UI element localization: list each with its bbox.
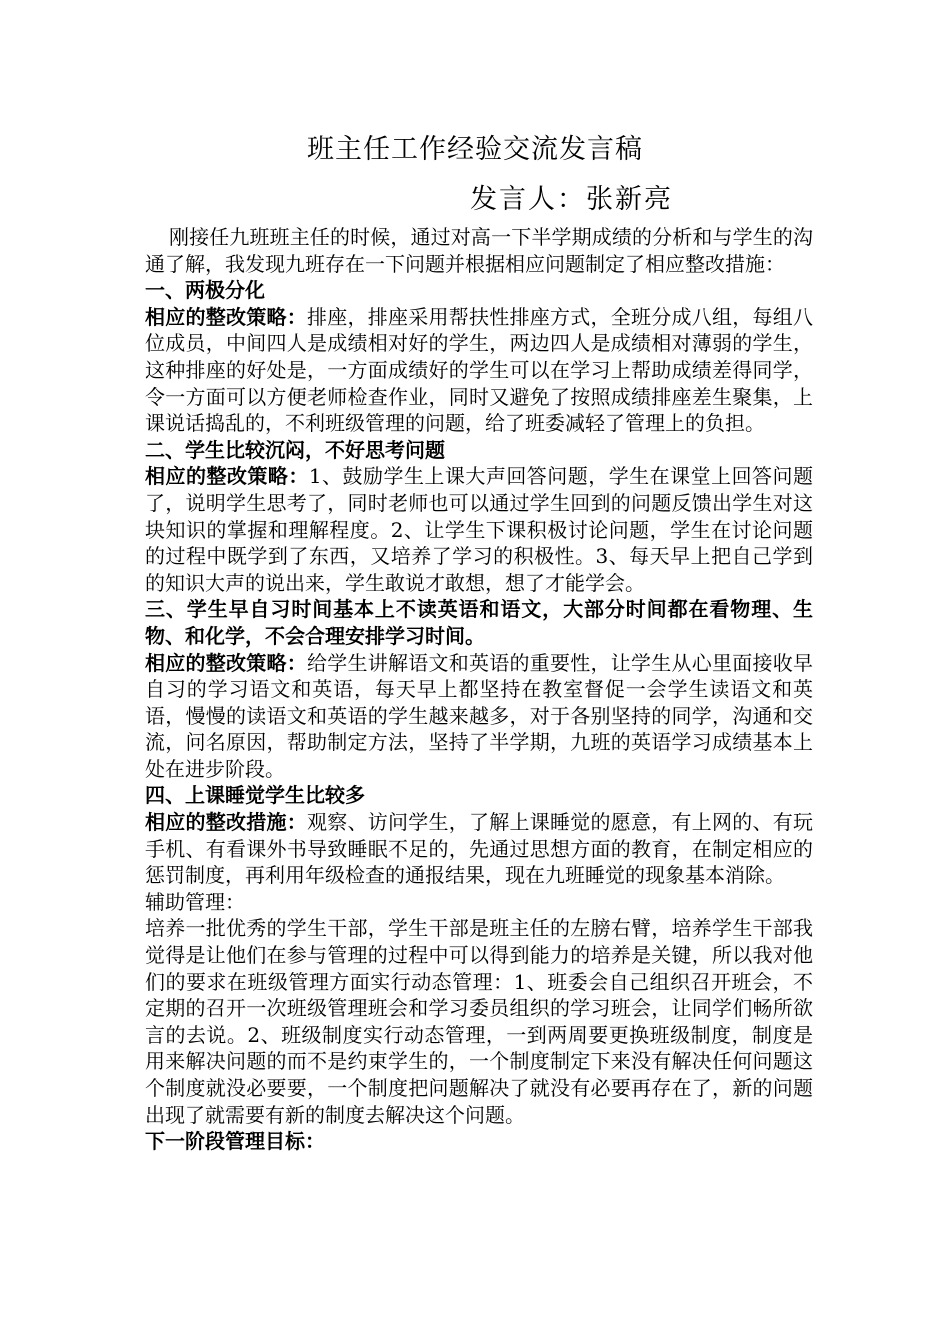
- next-stage-heading: 下一阶段管理目标：: [145, 1129, 325, 1154]
- section-lead-1: 相应的整改策略：: [145, 304, 307, 329]
- section-text-1: 排座，排座采用帮扶性排座方式，全班分成八组，每组八位成员，中间四人是成绩相对好的学生，两边四人是成绩相对薄弱的学生，这种排座的好处是，一方面成绩好的学生可以在学习上帮助成绩差得同学，令一方面可以方便老师检查作业，同时又避免了按照成绩排座差生聚集，上课说话捣乱的，不利班级管理的问题，给了班委减轻了管理上的负担。: [145, 304, 813, 436]
- document-body: [145, 224, 813, 1155]
- section-text-2: 1、鼓励学生上课大声回答问题，学生在课堂上回答问题了，说明学生思考了，同时老师也可以通过学生回到的问题反馈出学生对这块知识的掌握和理解程度。2、让学生下课积极讨论问题，学生在讨论问题的过程中既学到了东西，又培养了学习的积极性。3、每天早上把自己学到的知识大声的说出来，学生敢说才敢想，想了才能学会。: [145, 464, 814, 595]
- section-heading-4: 四、上课睡觉学生比较多: [145, 783, 365, 808]
- section-lead-3: 相应的整改策略：: [145, 650, 307, 675]
- document-title: 班主任工作经验交流发言稿: [307, 134, 643, 165]
- aux-heading: 辅助管理：: [145, 889, 245, 914]
- section-paragraph-3: [145, 650, 813, 783]
- section-heading-1: 一、两极分化: [145, 278, 265, 303]
- speaker-line: 发言人：张新亮: [470, 184, 673, 215]
- intro-paragraph: 刚接任九班班主任的时候，通过对高一下半学期成绩的分析和与学生的沟通了解，我发现九班存在一下问题并根据相应问题制定了相应整改措施：: [145, 225, 813, 276]
- section-text-4: 观察、访问学生，了解上课睡觉的愿意，有上网的、有玩手机、有看课外书导致睡眠不足的，先通过思想方面的教育，在制定相应的惩罚制度，再利用年级检查的通报结果，现在九班睡觉的现象基本消除。: [145, 810, 813, 888]
- section-text-3: 给学生讲解语文和英语的重要性，让学生从心里面接收早自习的学习语文和英语，每天早上都坚持在教室督促一会学生读语文和英语，慢慢的读语文和英语的学生越来越多，对于各别坚持的同学，沟通和交流，问名原因，帮助制定方法，坚持了半学期，九班的英语学习成绩基本上处在进步阶段。: [145, 650, 813, 781]
- section-lead-4: 相应的整改措施：: [145, 810, 307, 835]
- aux-paragraph: 培养一批优秀的学生干部，学生干部是班主任的左膀右臂，培养学生干部我觉得是让他们在参与管理的过程中可以得到能力的培养是关键，所以我对他们的要求在班级管理方面实行动态管理：1、班委会自己组织召开班会，不定期的召开一次班级管理班会和学习委员组织的学习班会，让同学们畅所欲言的去说。2、班级制度实行动态管理，一到两周要更换班级制度，制度是用来解决问题的而不是约束学生的，一个制度制定下来没有解决任何问题这个制度就没必要要，一个制度把问题解决了就没有必要再存在了，新的问题出现了就需要有新的制度去解决这个问题。: [145, 916, 813, 1127]
- section-paragraph-1: [145, 304, 813, 437]
- section-paragraph-4: [145, 809, 813, 889]
- section-lead-2: 相应的整改策略：: [145, 464, 309, 489]
- section-heading-2: 二、学生比较沉闷，不好思考问题: [145, 437, 445, 462]
- section-paragraph-2: [145, 463, 813, 596]
- section-heading-3: 三、学生早自习时间基本上不读英语和语文，大部分时间都在看物理、生物、和化学，不会合理安排学习时间。: [145, 597, 813, 648]
